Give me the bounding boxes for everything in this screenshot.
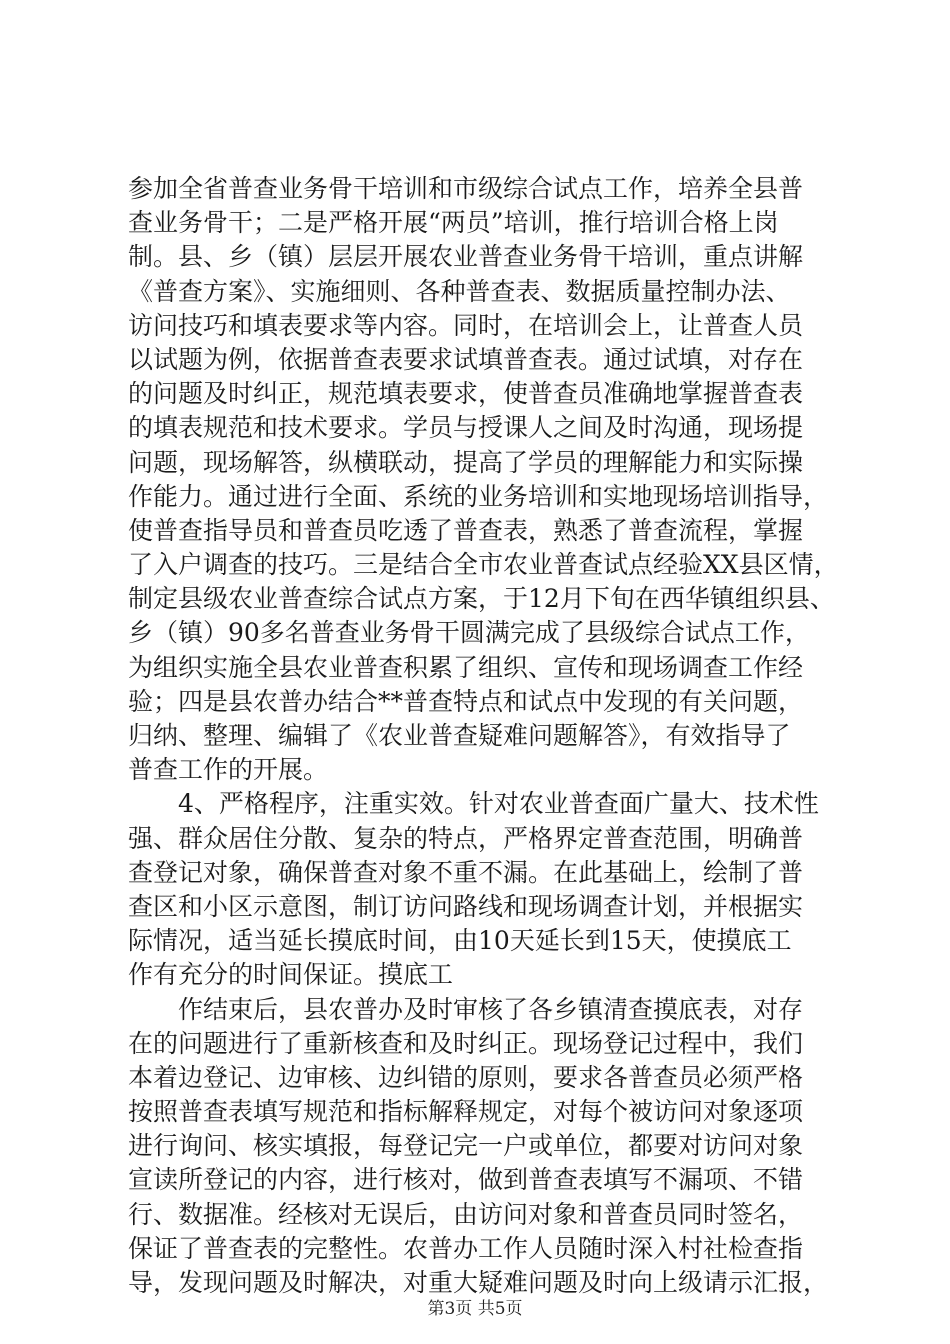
text-line: 使普查指导员和普查员吃透了普查表，熟悉了普查流程，掌握 (128, 515, 804, 545)
text-line: 查业务骨干；二是严格开展“两员”培训，推行培训合格上岗 (128, 208, 779, 238)
body-text (128, 172, 839, 1300)
text-line: 本着边登记、边审核、边纠错的原则，要求各普查员必须严格 (128, 1062, 804, 1092)
text-line: 作有充分的时间保证。摸底工 (128, 960, 454, 990)
text-line: 制定县级农业普查综合试点方案，于12月下旬在西华镇组织县、 (128, 584, 835, 614)
text-line: 进行询问、核实填报，每登记完一户或单位，都要对访问对象 (128, 1131, 804, 1161)
text-line: 保证了普查表的完整性。农普办工作人员随时深入村社检查指 (128, 1233, 804, 1263)
text-line: 按照普查表填写规范和指标解释规定，对每个被访问对象逐项 (128, 1097, 804, 1127)
paragraph-start-line: 4、严格程序，注重实效。针对农业普查面广量大、技术性 (178, 789, 819, 819)
text-line: 乡（镇）90多名普查业务骨干圆满完成了县级综合试点工作， (128, 618, 810, 648)
text-line: 以试题为例，依据普查表要求试填普查表。通过试填，对存在 (128, 344, 804, 374)
text-line: 普查工作的开展。 (128, 755, 329, 785)
text-line: 归纳、整理、编辑了《农业普查疑难问题解答》，有效指导了 (128, 721, 791, 750)
text-line: 查登记对象，确保普查对象不重不漏。在此基础上，绘制了普 (128, 857, 804, 887)
paragraph-start-line: 作结束后，县农普办及时审核了各乡镇清查摸底表，对存 (178, 994, 804, 1024)
text-line: 了入户调查的技巧。三是结合全市农业普查试点经验XX县区情， (128, 550, 839, 580)
text-line: 强、群众居住分散、复杂的特点，严格界定普查范围，明确普 (128, 823, 804, 853)
text-line: 的填表规范和技术要求。学员与授课人之间及时沟通，现场提 (128, 413, 804, 443)
text-line: 参加全省普查业务骨干培训和市级综合试点工作，培养全县普 (128, 174, 804, 203)
text-line: 制。县、乡（镇）层层开展农业普查业务骨干培训，重点讲解 (128, 242, 804, 272)
text-line: 作能力。通过进行全面、系统的业务培训和实地现场培训指导， (128, 481, 829, 511)
text-line: 的问题及时纠正，规范填表要求，使普查员准确地掌握普查表 (128, 379, 804, 409)
text-line: 《普查方案》、实施细则、各种普查表、数据质量控制办法、 (128, 276, 791, 306)
text-line: 行、数据准。经核对无误后，由访问对象和普查员同时签名， (128, 1199, 804, 1229)
text-line: 际情况，适当延长摸底时间，由10天延长到15天，使摸底工 (128, 926, 792, 956)
text-line: 问题，现场解答，纵横联动，提高了学员的理解能力和实际操 (128, 447, 804, 477)
text-line: 访问技巧和填表要求等内容。同时，在培训会上，让普查人员 (128, 310, 804, 340)
text-line: 在的问题进行了重新核查和及时纠正。现场登记过程中，我们 (128, 1028, 804, 1058)
text-line: 导，发现问题及时解决，对重大疑难问题及时向上级请示汇报， (128, 1268, 829, 1297)
page-number-footer: 第3页 共5页 (427, 1299, 523, 1319)
text-line: 宣读所登记的内容，进行核对，做到普查表填写不漏项、不错 (128, 1165, 804, 1195)
text-line: 为组织实施全县农业普查积累了组织、宣传和现场调查工作经 (128, 652, 804, 682)
text-line: 验；四是县农普办结合**普查特点和试点中发现的有关问题， (128, 686, 804, 716)
text-line: 查区和小区示意图，制订访问路线和现场调查计划，并根据实 (128, 891, 804, 921)
